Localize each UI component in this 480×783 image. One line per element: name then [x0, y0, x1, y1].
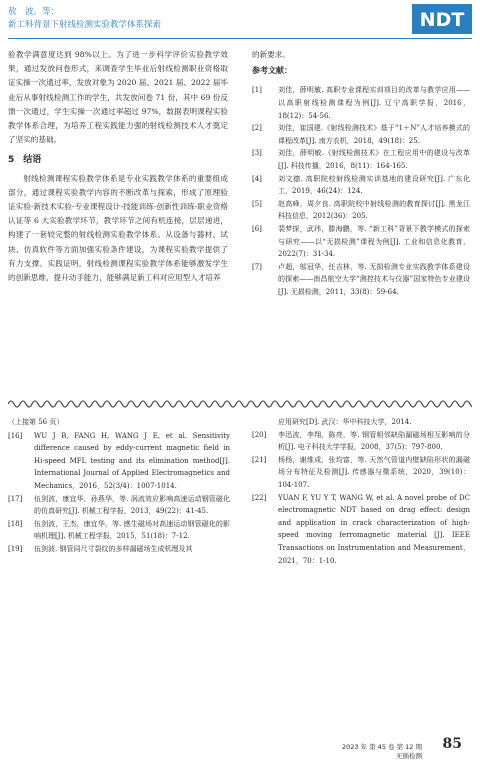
- paragraph: 的新要求。: [252, 50, 290, 59]
- paragraph: 验教学满意度达到 98%以上。为了进一步科学评价实验教学效果，通过发放问卷形式，来调查学生毕业后射线检测职业资格取证实操一次通过率，发放对象为 2020 届、2021 届、2022 届毕业后从事射线检测工作的学生，共发放问卷 71 份，其中 69 份反馈一次通过，学生实操一次通过率超过 97%，数据表明课程实验教学体系合理，为培养工程实践能力强的射线检测技术人才奠定了坚实的基础。: [8, 50, 228, 145]
- header-authors: 敖 波，等：: [8, 7, 60, 17]
- reference-item: [16] WU J B, FANG H, WANG J E, et al. Sensitivity difference caused by eddy-current magnetic field in Hi-speed MFL testing and its elimination method[J]. International Journal of Applied Electromagnetics and Mechanics，2016，52(3/4)：1007-1014.: [8, 431, 230, 490]
- reference-item: [21] 杨杨，谢维成，张均富，等. 天然气管道内壁缺陷形状的漏磁场分布特征及检测[J]. 传感器与微系统，2020，39(10)：104-107.: [252, 455, 470, 489]
- journal-name: 无损检测: [396, 752, 422, 760]
- reference-item: [3] 刘佳，薛明敏.《射线检测技术》在工程应用中的建设与改革[J]. 科技传播，2016，8(11)：164-165.: [252, 149, 470, 170]
- page-number: 85: [442, 736, 462, 752]
- reference-item: [7] 卢超，邬冠华，任吉林，等. 无损检测专业实践教学体系建设的探索——南昌航空大学“测控技术与仪器”国家特色专业建设[J]. 无损检测，2011，33(8)：59-64.: [252, 262, 470, 296]
- reference-item: [19] 伍剑波. 钢管同尺寸裂纹的多样漏磁场生成机理及其: [8, 544, 193, 553]
- ndt-logo: [412, 4, 472, 34]
- reference-item: [22] YUAN F, YU Y T, WANG W, et al. A novel probe of DC electromagnetic NDT based on drag effect: design and application in crack characterization of high-speed moving ferromagnetic material [J]. IEEE Transactions on Instrumentation and Measurement，2021，70：1-10.: [252, 493, 470, 565]
- lower-left-column: [8, 416, 230, 556]
- issue-info: 2023 年 第 45 卷 第 12 期: [341, 743, 422, 751]
- svg-text:NDT: NDT: [419, 9, 465, 31]
- reference-item: [20] 李迅波，李翔，陈亮，等. 钢管相邻缺陷漏磁场相互影响的分析[J]. 电子科技大学学报，2008，37(5)：797-800.: [252, 430, 470, 452]
- reference-continuation: 应用研究[D]. 武汉：华中科技大学，2014.: [278, 418, 412, 426]
- running-header: [8, 6, 161, 32]
- header-rule: [8, 38, 472, 39]
- wavy-divider: [8, 398, 472, 408]
- reference-item: [5] 赵高峰，周夕良. 高职院校中射线检测的教育探讨[J]. 黑龙江科技信息，2012(36)：205.: [252, 199, 470, 221]
- reference-item: [18] 伍剑波，王杰，康宜华，等. 感生磁场对高速运动钢管磁化的影响机理[J]. 机械工程学报，2015，51(18)：7-12.: [8, 519, 230, 541]
- paragraph: 射线检测课程实验教学体系是专业实践教学体系的重要组成部分，通过课程实验教学内容的不断改革与探索，形成了原理验证实验-新技术实验-专业课程设计-技能训练-创新性训练-职业资格认证等 6 大实验教学环节，教学环节之间有机连接，层层递进，构建了一套较完整的射线检测实验教学体系。从设备与器材、试块、仿真软件等方面加强实验条件建设，为课程实验教学提供了有力支撑。实践证明，射线检测课程实验教学体系能够激发学生的创新思维，提升动手能力，能够满足新工科对应用型人才培养: [8, 173, 228, 283]
- header-title: 新工科背景下射线检测实验教学体系探索: [8, 20, 162, 30]
- left-column: [8, 48, 228, 285]
- continued-note: （上接第 56 页）: [8, 418, 64, 426]
- lower-right-column: [252, 416, 470, 567]
- page-header: [0, 0, 480, 44]
- reference-list: [252, 84, 470, 298]
- reference-item: [2] 刘佳，崔国建.《射线检测技术》基于“1＋N”人才培养模式的课程改革[J]. 南方农机，2018，49(18)：25.: [252, 124, 470, 145]
- references-heading: 参考文献：: [252, 66, 292, 76]
- page-footer: [342, 743, 422, 761]
- section-heading: 5 结语: [8, 155, 42, 166]
- reference-item: [1] 刘佳，薛明敏. 高职专业课程实训项目的改革与教学应用——以高职射线检测课程为例[J]. 辽宁高职学报，2016，18(12)：54-56.: [252, 86, 470, 120]
- right-column: [252, 48, 470, 299]
- reference-item: [6] 裴梦探，武玮，滕海鹏，等. “新工科”背景下教学模式的探索与研究——以“无损检测”课程为例[J]. 工业和信息化教育，2022(7)：31-34.: [252, 224, 470, 259]
- reference-item: [17] 伍剑波，康宜华，孙燕华，等. 涡流效应影响高速运动钢管磁化的仿真研究[J]. 机械工程学报，2013，49(22)：41-45.: [8, 494, 230, 516]
- reference-item: [4] 刘文德. 高职院校射线检测实训基地的建设研究[J]. 广东化工，2019，46(24)：124.: [252, 174, 470, 196]
